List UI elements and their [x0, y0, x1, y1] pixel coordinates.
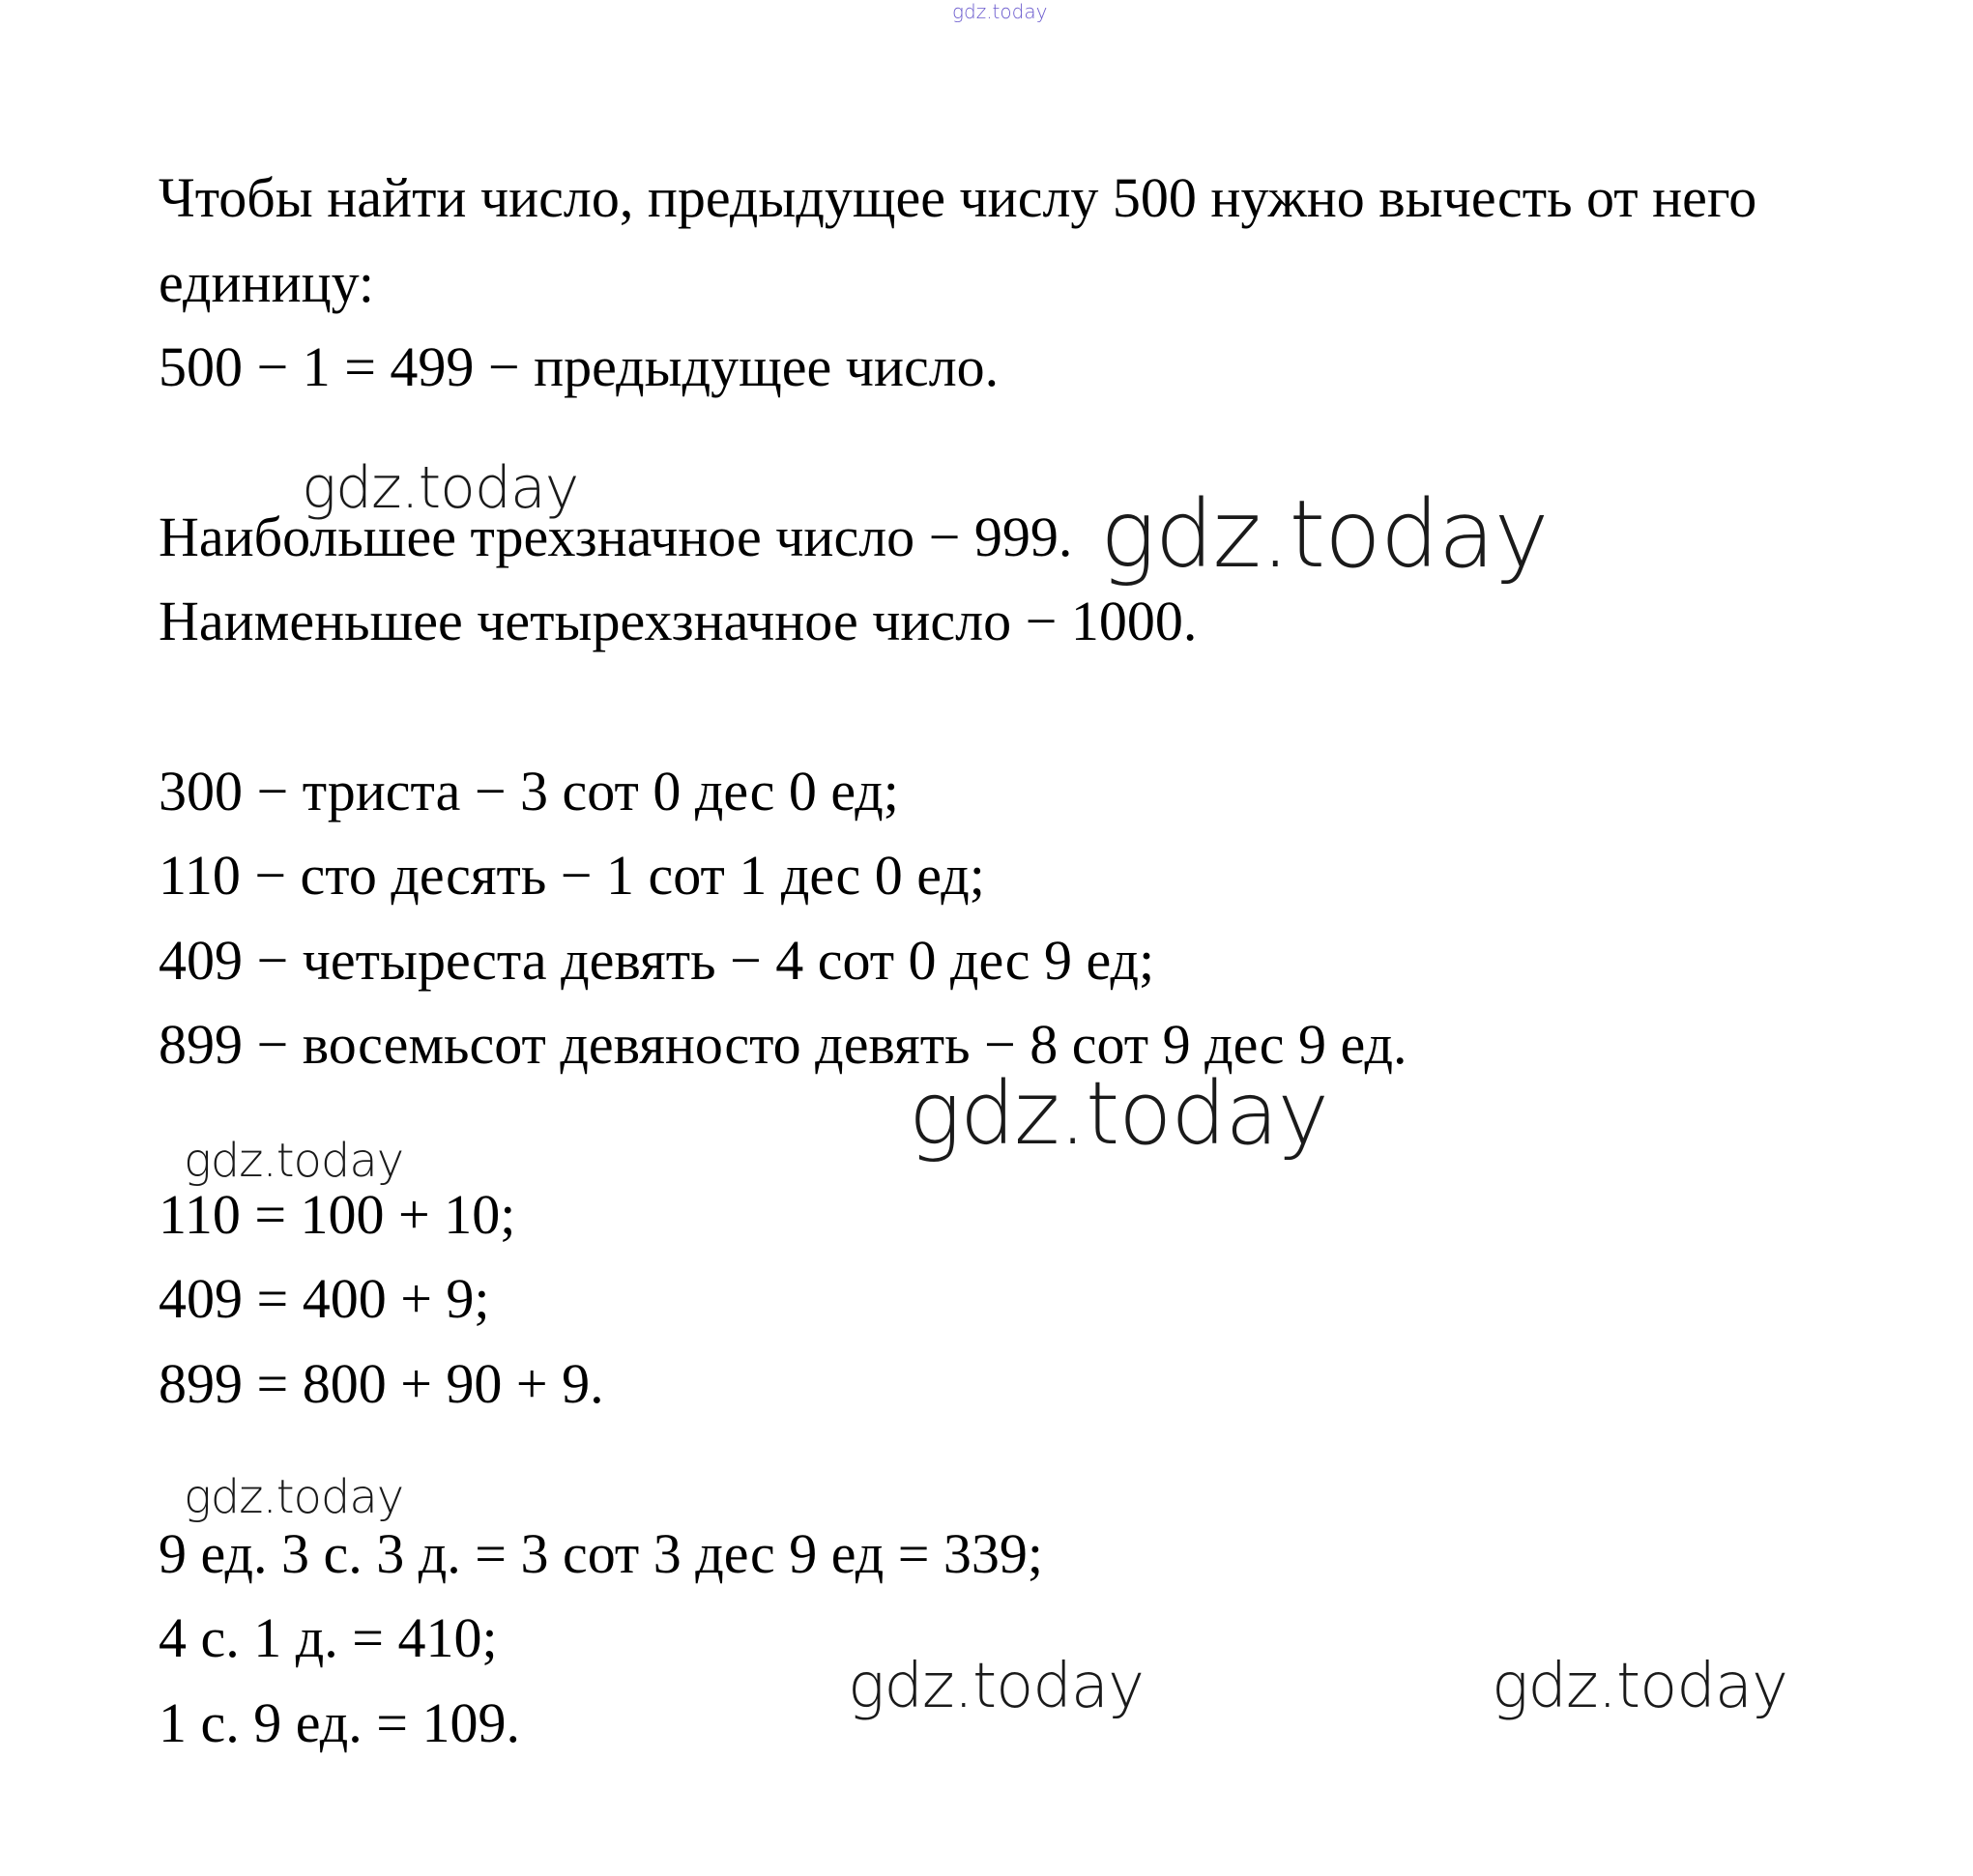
text-line: 300 − триста − 3 сот 0 дес 0 ед; — [159, 760, 899, 823]
text-line: 409 = 400 + 9; — [159, 1267, 490, 1330]
text-line: 110 − сто десять − 1 сот 1 дес 0 ед; — [159, 844, 985, 907]
text-line: единицу: — [159, 251, 374, 314]
text-line: 899 − восемьсот девяносто девять − 8 сот 9 дес 9 ед. — [159, 1013, 1407, 1076]
text-line: 409 − четыреста девять − 4 сот 0 дес 9 ед; — [159, 929, 1155, 992]
watermark-top: gdz.today — [952, 0, 1048, 23]
watermark: gdz.today — [184, 1134, 404, 1188]
text-line: Чтобы найти число, предыдущее числу 500 нужно вычесть от него — [159, 166, 1757, 229]
watermark: gdz.today — [909, 1063, 1328, 1165]
text-line: 110 = 100 + 10; — [159, 1183, 516, 1246]
text-line: 500 − 1 = 499 − предыдущее число. — [159, 335, 1000, 398]
watermark: gdz.today — [848, 1651, 1144, 1722]
watermark: gdz.today — [1100, 480, 1549, 589]
text-line: Наименьшее четырехзначное число − 1000. — [159, 590, 1198, 652]
watermark: gdz.today — [302, 454, 579, 522]
text-line: 1 с. 9 ед. = 109. — [159, 1691, 520, 1754]
watermark: gdz.today — [184, 1470, 404, 1524]
text-line: 4 с. 1 д. = 410; — [159, 1606, 498, 1669]
text-line: 9 ед. 3 с. 3 д. = 3 сот 3 дес 9 ед = 339; — [159, 1522, 1044, 1585]
watermark: gdz.today — [1492, 1651, 1787, 1722]
text-line: 899 = 800 + 90 + 9. — [159, 1352, 604, 1415]
text-line: Наибольшее трехзначное число − 999. — [159, 505, 1073, 568]
